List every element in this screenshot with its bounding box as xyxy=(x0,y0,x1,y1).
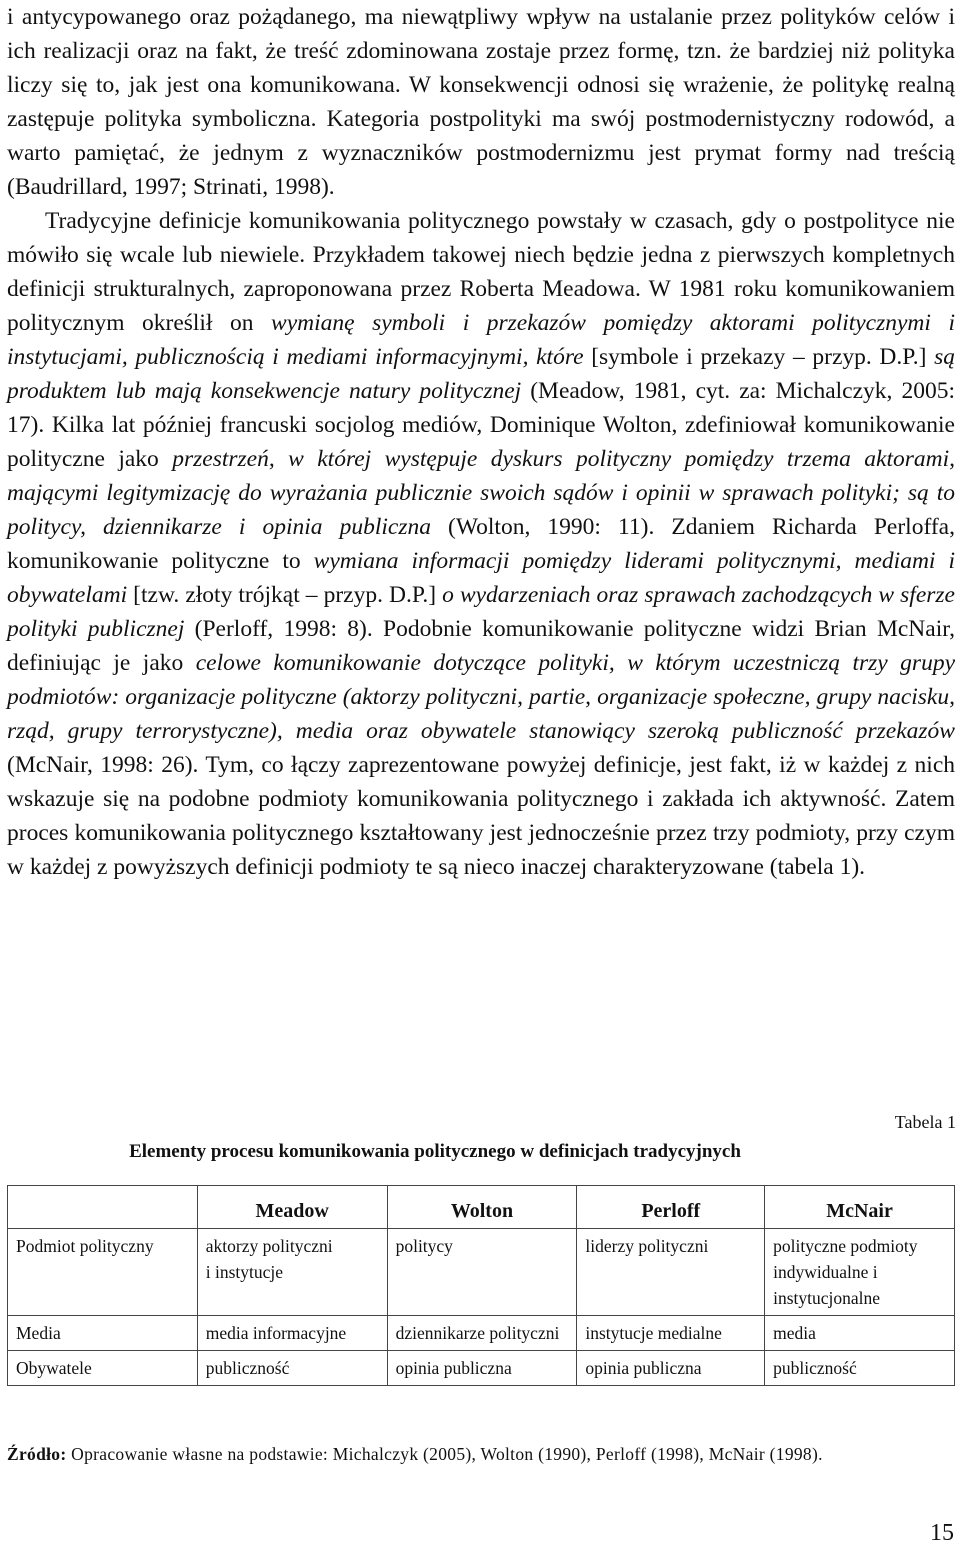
table-cell: Obywatele xyxy=(8,1351,198,1386)
table-cell: Podmiot polityczny xyxy=(8,1229,198,1316)
table-cell: liderzy polityczni xyxy=(577,1229,765,1316)
table-cell: dziennikarze polityczni xyxy=(387,1316,577,1351)
text-run: (Perloff, 1998: 8). Podobnie komunikowanie polityczne widzi Brian McNair, definiując je jako xyxy=(7,616,955,676)
page-number: 15 xyxy=(930,1520,954,1546)
table-cell: opinia publiczna xyxy=(387,1351,577,1386)
table-row xyxy=(8,1316,955,1351)
table-header-cell xyxy=(8,1186,198,1229)
text-run: i antycypowanego oraz pożądanego, ma niewątpliwy wpływ na ustalanie przez polityków celów i ich realizacji oraz na fakt, że treść zdominowana zostaje przez formę, tzn. że bardziej niż polityka liczy się to, jak jest ona komunikowana. W konsekwencji odnosi się wrażenie, że politykę realną zastępuje polityka symboliczna. Kategoria postpolityki ma swój postmodernistyczny rodowód, a warto pamiętać, że jednym z wyznaczników postmodernizmu jest prymat formy nad treścią (Baudrillard, 1997; Strinati, 1998). xyxy=(7,4,955,200)
table-label: Tabela 1 xyxy=(894,1112,956,1132)
text-run: (McNair, 1998: 26). Tym, co łączy zaprezentowane powyżej definicje, jest fakt, iż w każdej z nich wskazuje się na podobne podmioty komunikowania politycznego i zakłada ich aktywność. Zatem proces komunikowania politycznego kształtowany jest jednocześnie przez trzy podmioty, przy czym w każdej z powyższych definicji podmioty te są nieco inaczej charakteryzowane (tabela 1). xyxy=(7,752,955,880)
table-title xyxy=(0,1140,960,1164)
italic-quote: wymianę symboli i przekazów pomiędzy aktorami politycznymi i instytucjami, publicznością i mediami informacyjnymi, które xyxy=(7,310,955,370)
italic-quote: są produktem lub mają konsekwencje natury politycznej xyxy=(7,344,955,404)
text-run: (Meadow, 1981, cyt. za: Michalczyk, 2005: 17). Kilka lat później francuski socjolog mediów, Dominique Wolton, zdefiniował komunikowanie polityczne jako xyxy=(7,378,955,472)
table-cell: publiczność xyxy=(197,1351,387,1386)
table-cell: instytucje medialne xyxy=(577,1316,765,1351)
table-header-cell: Meadow xyxy=(197,1186,387,1229)
table-source-note xyxy=(7,1440,955,1468)
table-row xyxy=(8,1229,955,1316)
table-row xyxy=(8,1351,955,1386)
table-cell: polityczne podmioty indywidualne i instytucjonalne xyxy=(765,1229,955,1316)
paragraph xyxy=(7,0,955,204)
table-header-cell: McNair xyxy=(765,1186,955,1229)
italic-quote: wymiana informacji pomiędzy liderami politycznymi, mediami i obywatelami xyxy=(7,548,956,608)
italic-quote: przestrzeń, w której występuje dyskurs polityczny pomiędzy trzema aktorami, mającymi legitymizację do wyrażania publicznie swoich sądów i opinii w sprawach polityki; są to politycy, dziennikarze i opinia publiczna xyxy=(7,446,955,540)
table-cell: Media xyxy=(8,1316,198,1351)
table-header-cell: Perloff xyxy=(577,1186,765,1229)
table-cell: politycy xyxy=(387,1229,577,1316)
table-cell: opinia publiczna xyxy=(577,1351,765,1386)
body-text xyxy=(7,0,955,884)
text-run: Tradycyjne definicje komunikowania politycznego powstały w czasach, gdy o postpolityce nie mówiło się wcale lub niewiele. Przykładem takowej niech będzie jedna z pierwszych kompletnych definicji strukturalnych, zaproponowana przez Roberta Meadowa. W 1981 roku komunikowaniem politycznym określił on xyxy=(7,208,955,336)
source-label: Źródło: xyxy=(7,1444,67,1464)
text-run: (Wolton, 1990: 11). Zdaniem Richarda Perloffa, komunikowanie polityczne to xyxy=(7,514,955,574)
italic-quote: o wydarzeniach oraz sprawach zachodzących w sferze polityki publicznej xyxy=(7,582,955,642)
table-cell: media informacyjne xyxy=(197,1316,387,1351)
table-header-row xyxy=(8,1186,955,1229)
table-cell: publiczność xyxy=(765,1351,955,1386)
table-cell: aktorzy polityczni i instytucje xyxy=(197,1229,387,1316)
text-run: [tzw. złoty trójkąt – przyp. D.P.] xyxy=(127,582,443,608)
source-text: Opracowanie własne na podstawie: Michalczyk (2005), Wolton (1990), Perloff (1998), McNair (1998). xyxy=(66,1444,823,1464)
definitions-table xyxy=(7,1185,955,1386)
paragraph xyxy=(7,204,955,884)
italic-quote: celowe komunikowanie dotyczące polityki, w którym uczestniczą trzy grupy podmiotów: organizacje polityczne (aktorzy polityczni, partie, organizacje społeczne, grupy nacisku, rząd, grupy terrorystyczne), media oraz obywatele stanowiący szeroką publiczność przekazów xyxy=(7,650,956,744)
table-title-text: Elementy procesu komunikowania politycznego w definicjach tradycyjnych xyxy=(129,1141,741,1162)
table-cell: media xyxy=(765,1316,955,1351)
table-header-cell: Wolton xyxy=(387,1186,577,1229)
text-run: [symbole i przekazy – przyp. D.P.] xyxy=(583,344,935,370)
